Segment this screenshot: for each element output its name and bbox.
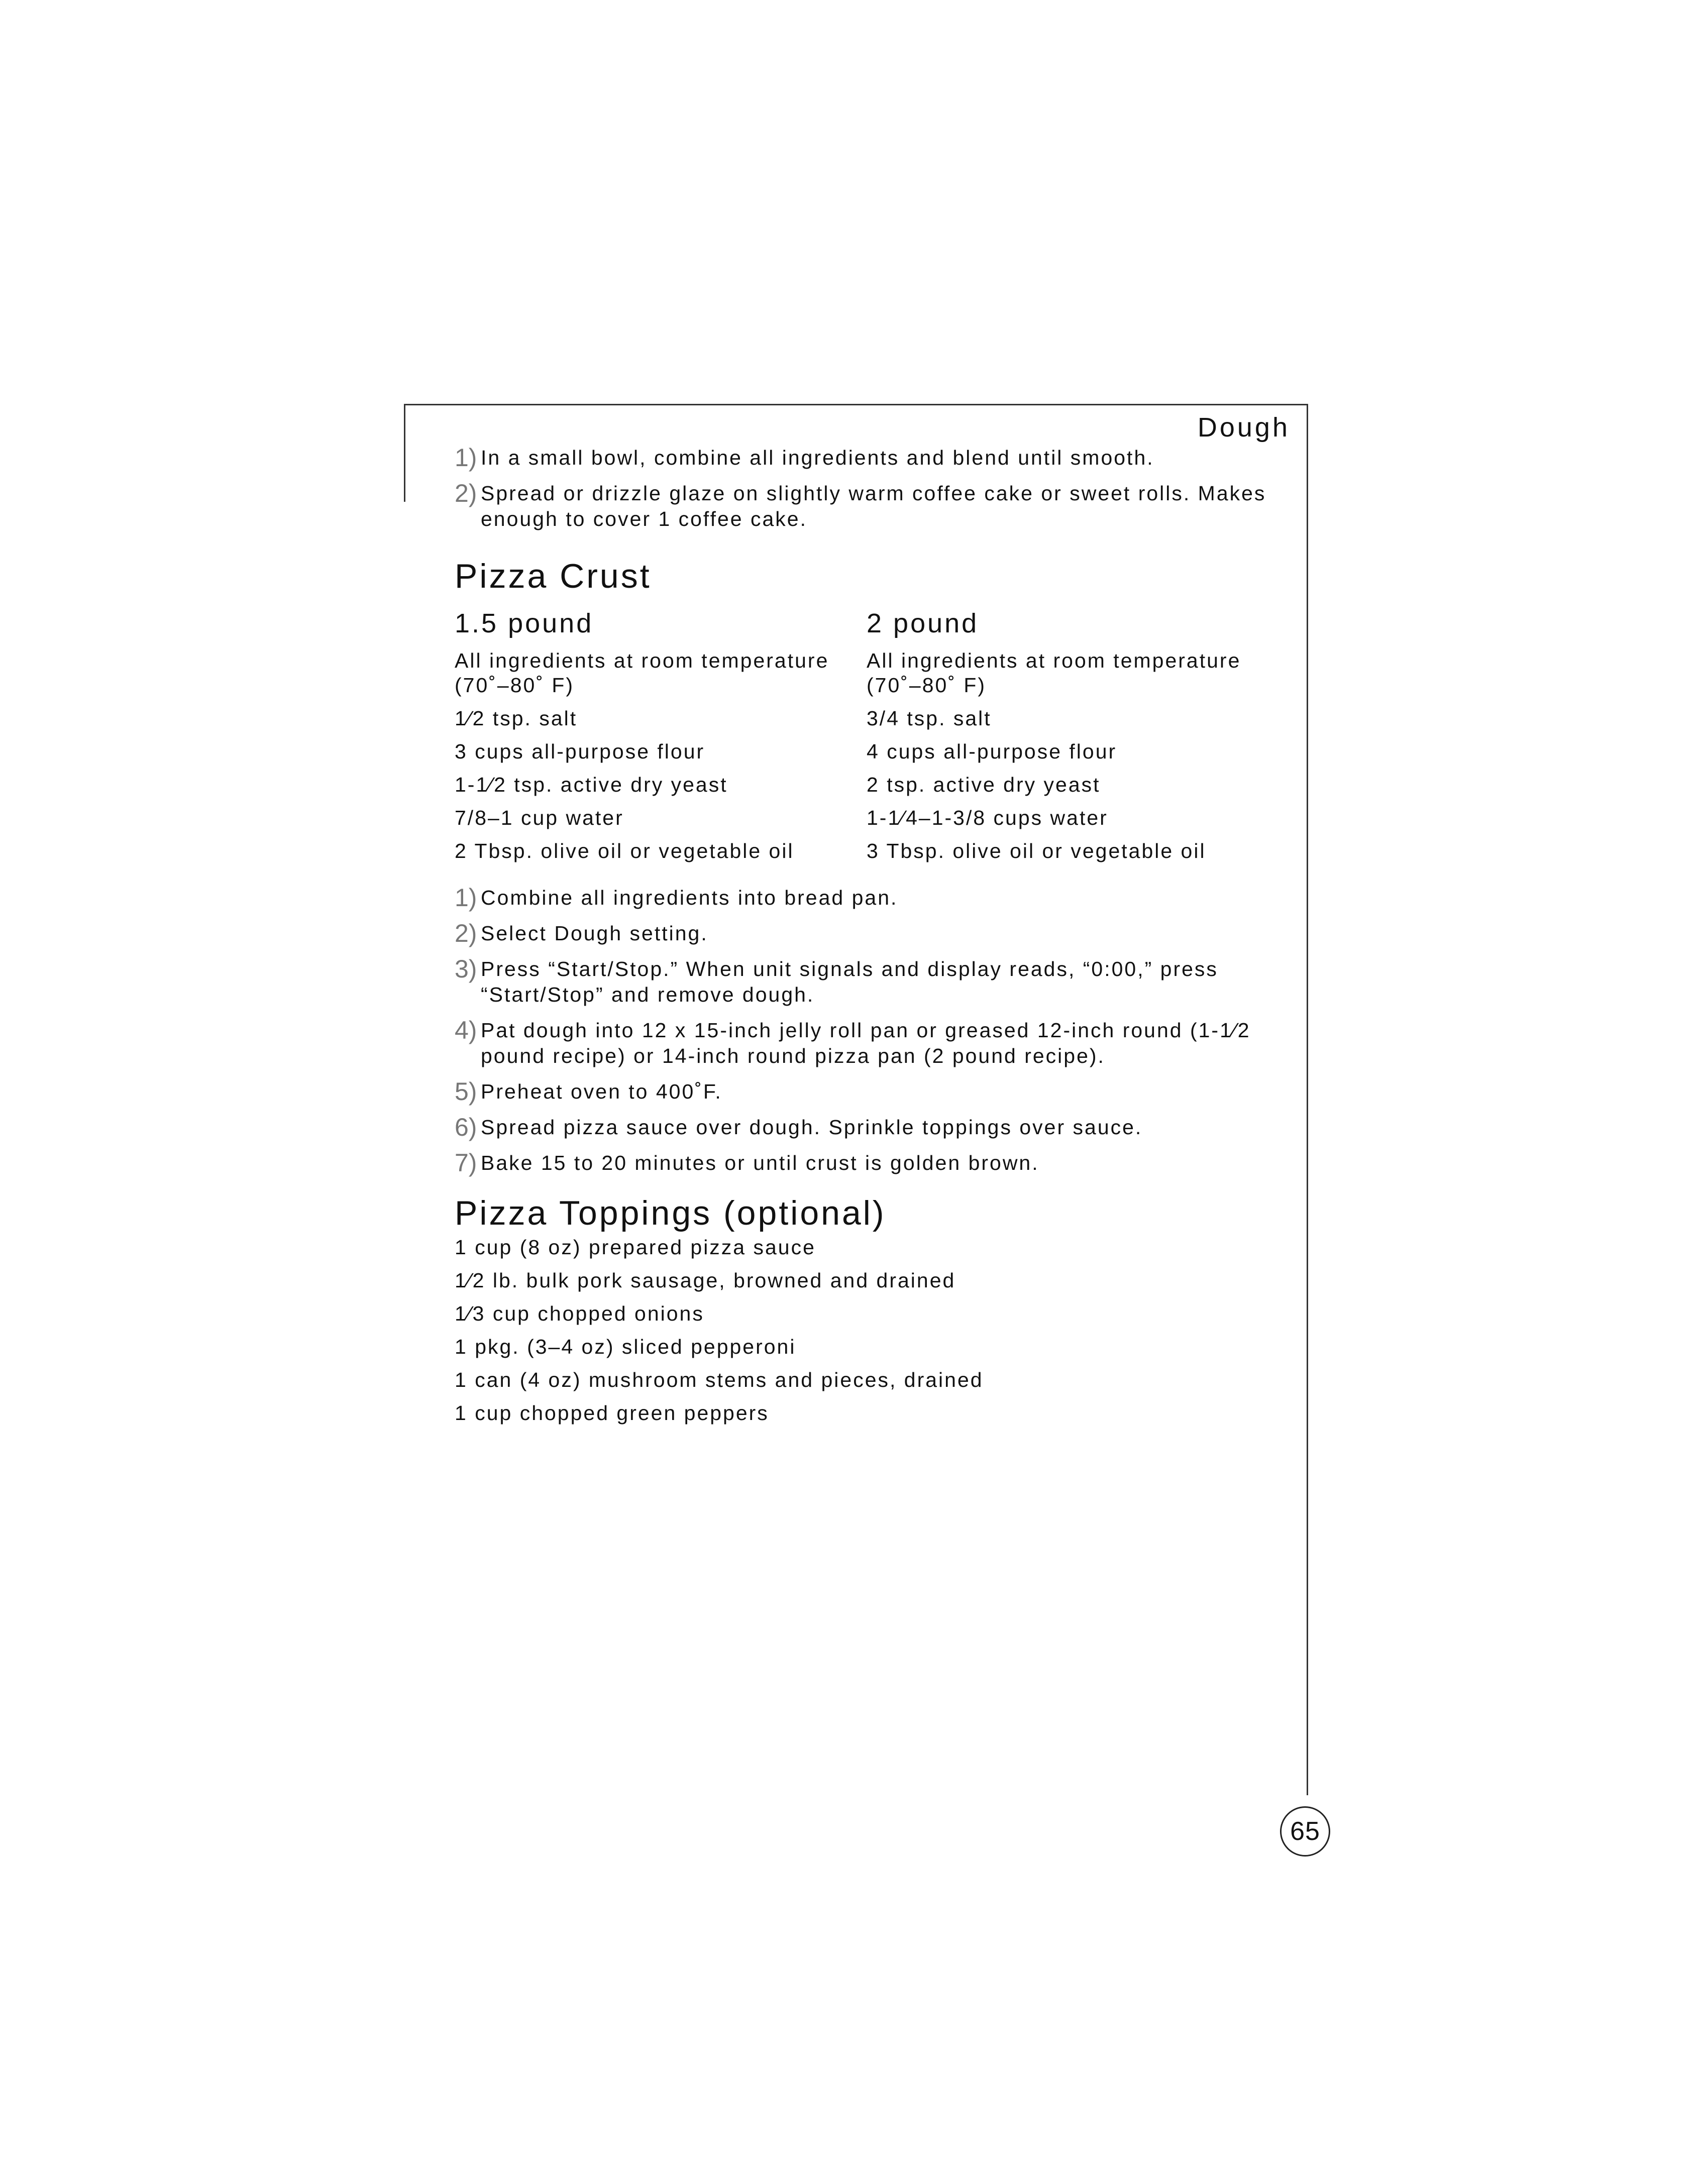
page-number-badge: 65 [1280, 1806, 1330, 1857]
glaze-steps [455, 445, 1278, 532]
crust-step [455, 1150, 1278, 1176]
step-number: 2) [455, 479, 477, 507]
ingredient-item: 1-1⁄2 tsp. active dry yeast [455, 773, 728, 796]
ingredient-item: 3 Tbsp. olive oil or vegetable oil [867, 839, 1206, 862]
topping-item: 1 can (4 oz) mushroom stems and pieces, drained [455, 1368, 984, 1391]
step-number: 1) [455, 444, 477, 472]
ingredient-column-2-pound [867, 607, 1278, 872]
ingredient-item: 3/4 tsp. salt [867, 707, 992, 730]
ingredient-item: 7/8–1 cup water [455, 806, 624, 829]
topping-item: 1 cup chopped green peppers [455, 1401, 769, 1425]
step-text: Preheat oven to 400˚F. [481, 1080, 722, 1103]
crust-step [455, 1079, 1278, 1105]
crust-step [455, 1018, 1278, 1069]
step-text: Combine all ingredients into bread pan. [481, 886, 898, 909]
step-number: 3) [455, 955, 477, 983]
pizza-toppings-title: Pizza Toppings (optional) [455, 1194, 886, 1232]
step-text: Select Dough setting. [481, 922, 708, 945]
step-number: 7) [455, 1149, 477, 1177]
ingredient-item: All ingredients at room temperature (70˚–80˚ F) [867, 649, 1241, 697]
column-heading: 2 pound [867, 608, 979, 638]
pizza-crust-ingredient-columns [455, 607, 1278, 872]
pizza-crust-title: Pizza Crust [455, 557, 652, 595]
step-number: 6) [455, 1113, 477, 1141]
topping-item: 1⁄2 lb. bulk pork sausage, browned and drained [455, 1269, 956, 1292]
step-text: Press “Start/Stop.” When unit signals and display reads, “0:00,” press “Start/Stop” and remove dough. [481, 957, 1218, 1006]
step-text: Pat dough into 12 x 15-inch jelly roll pan or greased 12-inch round (1-1⁄2 pound recipe) or 14-inch round pizza pan (2 pound recipe). [481, 1019, 1251, 1067]
step-text: Spread pizza sauce over dough. Sprinkle toppings over sauce. [481, 1116, 1143, 1139]
ingredient-item: 1-1⁄4–1-3/8 cups water [867, 806, 1108, 829]
ingredient-item: 2 Tbsp. olive oil or vegetable oil [455, 839, 794, 862]
column-heading: 1.5 pound [455, 608, 594, 638]
glaze-step [455, 481, 1278, 532]
crust-step [455, 956, 1278, 1008]
topping-item: 1 pkg. (3–4 oz) sliced pepperoni [455, 1335, 796, 1358]
topping-item: 1⁄3 cup chopped onions [455, 1302, 704, 1325]
ingredient-column-1-5-pound [455, 607, 867, 872]
page-frame-right-rule [1307, 404, 1308, 1795]
step-number: 4) [455, 1016, 477, 1044]
page-content [455, 445, 1278, 1434]
crust-step [455, 1115, 1278, 1140]
step-number: 2) [455, 919, 477, 947]
pizza-toppings-list [455, 1235, 1278, 1426]
crust-step [455, 921, 1278, 946]
ingredient-item: 4 cups all-purpose flour [867, 740, 1117, 763]
step-text: Spread or drizzle glaze on slightly warm coffee cake or sweet rolls. Makes enough to cover 1 coffee cake. [481, 482, 1266, 530]
step-text: In a small bowl, combine all ingredients and blend until smooth. [481, 446, 1154, 469]
ingredient-item: 2 tsp. active dry yeast [867, 773, 1101, 796]
page-frame-left-rule [404, 404, 405, 502]
ingredient-item: All ingredients at room temperature (70˚–80˚ F) [455, 649, 829, 697]
section-tag: Dough [1197, 412, 1290, 443]
ingredient-item: 3 cups all-purpose flour [455, 740, 705, 763]
pizza-crust-steps [455, 885, 1278, 1176]
crust-step [455, 885, 1278, 911]
ingredient-item: 1⁄2 tsp. salt [455, 707, 578, 730]
step-number: 5) [455, 1077, 477, 1106]
step-number: 1) [455, 884, 477, 912]
glaze-step [455, 445, 1278, 471]
topping-item: 1 cup (8 oz) prepared pizza sauce [455, 1236, 816, 1259]
page-frame-top-rule [404, 404, 1308, 405]
step-text: Bake 15 to 20 minutes or until crust is golden brown. [481, 1151, 1039, 1174]
